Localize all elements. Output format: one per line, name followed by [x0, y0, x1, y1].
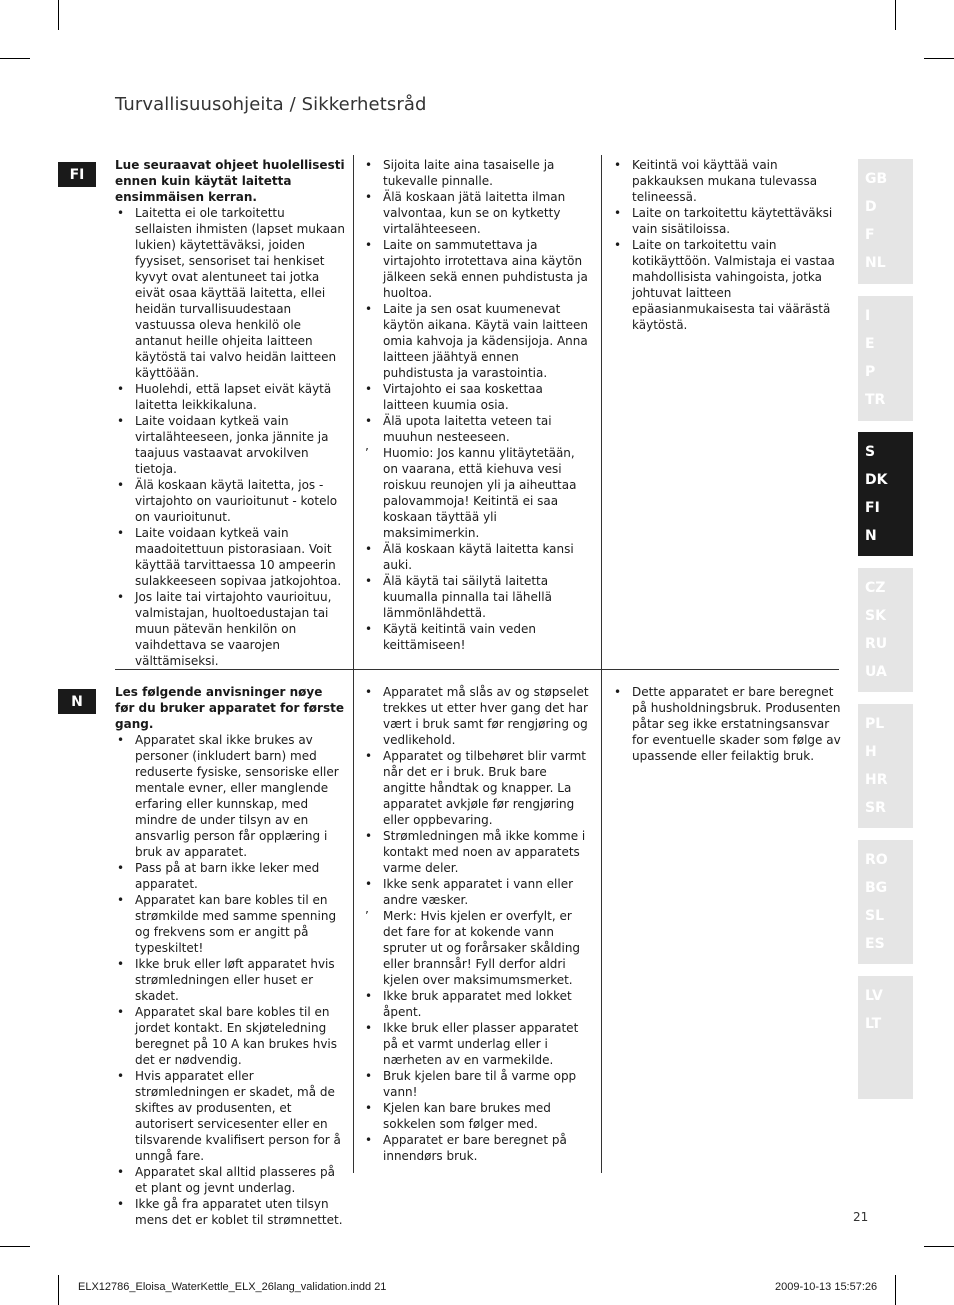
- list-item: [363, 413, 592, 445]
- bullet-icon: •: [117, 414, 125, 428]
- list-item: [363, 876, 592, 908]
- list-item-text: Huomio: Jos kannu ylitäytetään, on vaarana, että kiehuva vesi roiskuu reunojen yli ja aiheuttaa palovammoja! Keitintä ei saa koskaan täyttää yli maksimimerkin.: [383, 446, 577, 540]
- bullet-icon: •: [365, 877, 373, 891]
- list-item: [115, 860, 345, 892]
- list-item: [363, 237, 592, 301]
- language-tab[interactable]: E: [865, 336, 875, 352]
- bullet-icon: •: [614, 158, 622, 172]
- list-item: [363, 157, 592, 189]
- n-list-1: [115, 732, 345, 1228]
- language-tab[interactable]: LV: [865, 988, 883, 1004]
- language-tab[interactable]: F: [865, 227, 875, 243]
- n-column-1: [115, 684, 345, 1228]
- bullet-icon: •: [365, 829, 373, 843]
- n-column-2: [363, 684, 592, 1164]
- list-item: [363, 828, 592, 876]
- fi-column-3: [612, 157, 842, 333]
- list-item-text: Laite voidaan kytkeä vain maadoitettuun pistorasiaan. Voit käyttää tarvittaessa 10 ampeerin sulakkeeseen sopivaa jatkojohtoa.: [135, 526, 342, 588]
- list-item-text: Merk: Hvis kjelen er overfylt, er det fare for at kokende vann spruter ut og forårsaker skålding eller brannsår! Fyll derfor aldri kjelen over maksimumsmerket.: [383, 909, 581, 987]
- language-group: [858, 296, 913, 421]
- section-badge-n: N: [58, 689, 96, 714]
- language-tab[interactable]: LT: [865, 1016, 882, 1032]
- language-tab[interactable]: ES: [865, 936, 885, 952]
- list-item-text: Bruk kjelen bare til å varme opp vann!: [383, 1069, 577, 1099]
- list-item: [115, 589, 345, 669]
- language-tab[interactable]: FI: [865, 500, 880, 516]
- bullet-icon: •: [117, 382, 125, 396]
- bullet-icon: •: [117, 1005, 125, 1019]
- bullet-icon: •: [117, 861, 125, 875]
- list-item-text: Hvis apparatet eller strømledningen er skadet, må de skiftes av produsenten, et autorisert servicesenter eller en tilsvarende kvalifisert person for å unngå fare.: [135, 1069, 341, 1163]
- bullet-icon: •: [365, 190, 373, 204]
- bullet-icon: •: [614, 685, 622, 699]
- list-item-text: Laite on tarkoitettu käytettäväksi vain sisätiloissa.: [632, 206, 833, 236]
- list-item-text: Älä koskaan jätä laitetta ilman valvontaa, kun se on kytketty virtalähteeseen.: [383, 190, 566, 236]
- list-item-text: Laite voidaan kytkeä vain virtalähteeseen, jonka jännite ja taajuus vastaavat arvokilven tietoja.: [135, 414, 329, 476]
- crop-mark: [895, 1275, 896, 1305]
- footer-filename: ELX12786_Eloisa_WaterKettle_ELX_26lang_validation.indd 21: [78, 1281, 387, 1293]
- list-item-text: Älä käytä tai säilytä laitetta kuumalla pinnalla tai lähellä lämmönlähdettä.: [383, 574, 552, 620]
- language-group: [858, 840, 913, 964]
- language-tab[interactable]: D: [865, 199, 877, 215]
- list-item: [115, 956, 345, 1004]
- bullet-icon: •: [365, 574, 373, 588]
- bullet-icon: •: [365, 1021, 373, 1035]
- list-item-text: Virtajohto ei saa koskettaa laitteen kuumia osia.: [383, 382, 543, 412]
- column-divider: [601, 670, 602, 1173]
- list-item: [363, 748, 592, 828]
- bullet-icon: •: [365, 1101, 373, 1115]
- list-item: [363, 445, 592, 541]
- list-item-text: Apparatet skal ikke brukes av personer (inkludert barn) med reduserte fysiske, sensoriske eller mentale evner, eller manglende erfaring eller kunnskap, med mindre de under tilsyn av en ansvarlig person får opplæring i bruk av apparatet.: [135, 733, 339, 859]
- fi-column-2: [363, 157, 592, 653]
- bullet-icon: •: [365, 158, 373, 172]
- crop-mark: [895, 0, 896, 30]
- language-tab[interactable]: GB: [865, 171, 888, 187]
- language-tab[interactable]: SK: [865, 608, 886, 624]
- list-item: [363, 189, 592, 237]
- list-item: [612, 684, 842, 764]
- language-tab[interactable]: CZ: [865, 580, 886, 596]
- crop-mark: [924, 1246, 954, 1247]
- bullet-icon: •: [117, 1165, 125, 1179]
- fi-list-2: [363, 157, 592, 653]
- list-item-text: Apparatet er bare beregnet på innendørs bruk.: [383, 1133, 567, 1163]
- language-tab[interactable]: PL: [865, 716, 885, 732]
- bullet-icon: •: [365, 1069, 373, 1083]
- fi-column-1: [115, 157, 345, 669]
- list-item-text: Älä upota laitetta veteen tai muuhun nesteeseen.: [383, 414, 552, 444]
- language-tab[interactable]: S: [865, 444, 876, 460]
- list-item-text: Jos laite tai virtajohto vaurioituu, valmistajan, huoltoedustajan tai muun pätevän henkilön on vaihdettava se vaarojen välttämiseksi.: [135, 590, 332, 668]
- bullet-icon: •: [117, 1069, 125, 1083]
- list-item-text: Laitetta ei ole tarkoitettu sellaisten ihmisten (lapset mukaan lukien) käytettäväksi, joiden fyysiset, sensoriset tai henkiset kyvyt ovat alentuneet tai jotka eivät osaa käyttää laitetta, ellei heidän turvallisuudestaan vastuussa oleva henkilö ole antanut heille ohjeita laitteen käytöstä tai valvo heidän laitteen käyttöään.: [135, 206, 345, 380]
- language-tab[interactable]: DK: [865, 472, 888, 488]
- list-item: [115, 892, 345, 956]
- list-item: [115, 1196, 345, 1228]
- bullet-icon: •: [365, 622, 373, 636]
- language-tab[interactable]: P: [865, 364, 876, 380]
- language-tab[interactable]: SL: [865, 908, 885, 924]
- list-item: [115, 413, 345, 477]
- n-intro: Les følgende anvisninger nøye før du bruker apparatet for første gang.: [115, 685, 344, 731]
- list-item: [363, 1132, 592, 1164]
- column-divider: [601, 155, 602, 669]
- list-item: [612, 205, 842, 237]
- list-item: [115, 1164, 345, 1196]
- list-item: [363, 988, 592, 1020]
- fi-list-3: [612, 157, 842, 333]
- list-item: [363, 381, 592, 413]
- bullet-icon: •: [117, 1197, 125, 1211]
- list-item-text: Älä koskaan käytä laitetta kansi auki.: [383, 542, 574, 572]
- page-number: 21: [853, 1210, 869, 1224]
- bullet-icon: •: [117, 733, 125, 747]
- bullet-icon: •: [365, 989, 373, 1003]
- language-tab[interactable]: BG: [865, 880, 888, 896]
- crop-mark: [924, 58, 954, 59]
- crop-mark: [58, 1275, 59, 1305]
- list-item-text: Sijoita laite aina tasaiselle ja tukevalle pinnalle.: [383, 158, 555, 188]
- language-tab[interactable]: UA: [865, 664, 887, 680]
- footer-datetime: 2009-10-13 15:57:26: [775, 1281, 878, 1293]
- n-list-2: [363, 684, 592, 1164]
- language-group: [858, 976, 913, 1099]
- language-tab[interactable]: H: [865, 744, 877, 760]
- list-item-text: Kjelen kan bare brukes med sokkelen som følger med.: [383, 1101, 551, 1131]
- language-tab[interactable]: RO: [865, 852, 888, 868]
- note-marker-icon: ’: [365, 446, 369, 460]
- list-item-text: Keitintä voi käyttää vain pakkauksen mukana tulevassa telineessä.: [632, 158, 818, 204]
- language-tab[interactable]: TR: [865, 392, 886, 408]
- column-divider: [353, 670, 354, 1173]
- list-item: [363, 1068, 592, 1100]
- list-item-text: Apparatet må slås av og støpselet trekkes ut etter hver gang det har vært i bruk samt før rengjøring og vedlikehold.: [383, 685, 589, 747]
- page-title: Turvallisuusohjeita / Sikkerhetsråd: [115, 94, 427, 115]
- list-item-text: Strømledningen må ikke komme i kontakt med noen av apparatets varme deler.: [383, 829, 586, 875]
- list-item-text: Ikke bruk apparatet med lokket åpent.: [383, 989, 572, 1019]
- bullet-icon: •: [614, 206, 622, 220]
- bullet-icon: •: [117, 957, 125, 971]
- bullet-icon: •: [117, 893, 125, 907]
- list-item-text: Apparatet skal bare kobles til en jordet kontakt. En skjøteledning beregnet på 10 A kan brukes hvis det er nødvendig.: [135, 1005, 338, 1067]
- list-item-text: Ikke gå fra apparatet uten tilsyn mens det er koblet til strømnettet.: [135, 1197, 343, 1227]
- list-item: [363, 908, 592, 988]
- bullet-icon: •: [117, 206, 125, 220]
- bullet-icon: •: [365, 414, 373, 428]
- list-item: [115, 477, 345, 525]
- list-item: [363, 301, 592, 381]
- list-item: [115, 525, 345, 589]
- bullet-icon: •: [365, 382, 373, 396]
- list-item: [115, 1068, 345, 1164]
- crop-mark: [0, 1246, 30, 1247]
- language-group: [858, 704, 913, 828]
- bullet-icon: •: [365, 542, 373, 556]
- language-tab[interactable]: RU: [865, 636, 888, 652]
- list-item: [115, 381, 345, 413]
- language-group-active: [858, 432, 913, 556]
- list-item-text: Laite on sammutettava ja virtajohto irrotettava aina käytön jälkeen sekä ennen puhdistusta ja huoltoa.: [383, 238, 588, 300]
- bullet-icon: •: [365, 238, 373, 252]
- language-tab[interactable]: NL: [865, 255, 886, 271]
- list-item: [363, 621, 592, 653]
- list-item: [363, 573, 592, 621]
- list-item: [363, 541, 592, 573]
- crop-mark: [58, 0, 59, 30]
- bullet-icon: •: [614, 238, 622, 252]
- column-divider: [353, 155, 354, 669]
- list-item-text: Laite on tarkoitettu vain kotikäyttöön. Valmistaja ei vastaa mahdollisista vahingoista, jotka johtuvat laitteen epäasianmukaisesta tai väärästä käytöstä.: [632, 238, 835, 332]
- fi-intro: Lue seuraavat ohjeet huolellisesti ennen kuin käytät laitetta ensimmäisen kerran.: [115, 158, 345, 204]
- note-marker-icon: ’: [365, 909, 369, 923]
- list-item-text: Apparatet kan bare kobles til en strømkilde med samme spenning og frekvens som er angitt på typeskiltet!: [135, 893, 337, 955]
- fi-list-1: [115, 205, 345, 669]
- bullet-icon: •: [365, 749, 373, 763]
- list-item-text: Ikke senk apparatet i vann eller andre væsker.: [383, 877, 574, 907]
- list-item: [612, 157, 842, 205]
- language-group: [858, 568, 913, 692]
- list-item-text: Käytä keitintä vain veden keittämiseen!: [383, 622, 537, 652]
- n-list-3: [612, 684, 842, 764]
- bullet-icon: •: [117, 526, 125, 540]
- list-item-text: Pass på at barn ikke leker med apparatet.: [135, 861, 320, 891]
- language-group: [858, 159, 913, 284]
- crop-mark: [0, 58, 30, 59]
- bullet-icon: •: [365, 302, 373, 316]
- list-item: [363, 684, 592, 748]
- list-item: [115, 205, 345, 381]
- bullet-icon: •: [117, 590, 125, 604]
- list-item-text: Apparatet og tilbehøret blir varmt når det er i bruk. Bruk bare angitte håndtak og knapper. La apparatet avkjøle før rengjøring eller oppbevaring.: [383, 749, 586, 827]
- bullet-icon: •: [117, 478, 125, 492]
- section-badge-fi: FI: [58, 162, 96, 187]
- list-item: [363, 1100, 592, 1132]
- list-item-text: Ikke bruk eller plasser apparatet på et varmt underlag eller i nærheten av en varmekilde.: [383, 1021, 579, 1067]
- list-item: [363, 1020, 592, 1068]
- list-item-text: Älä koskaan käytä laitetta, jos -virtajohto on vaurioitunut - kotelo on vaurioitunut.: [135, 478, 338, 524]
- list-item: [115, 732, 345, 860]
- list-item-text: Dette apparatet er bare beregnet på husholdningsbruk. Produsenten påtar seg ikke erstatningsansvar for eventuelle skader som følge av upassende eller feilaktig bruk.: [632, 685, 841, 763]
- list-item-text: Apparatet skal alltid plasseres på et plant og jevnt underlag.: [135, 1165, 335, 1195]
- list-item-text: Laite ja sen osat kuumenevat käytön aikana. Käytä vain laitteen omia kahvoja ja kädensijoja. Anna laitteen jäähtyä ennen puhdistusta ja varastointia.: [383, 302, 589, 380]
- language-tab[interactable]: SR: [865, 800, 886, 816]
- list-item: [115, 1004, 345, 1068]
- language-tab[interactable]: I: [865, 308, 871, 324]
- n-column-3: [612, 684, 842, 764]
- bullet-icon: •: [365, 685, 373, 699]
- language-tab[interactable]: N: [865, 528, 877, 544]
- section-divider: [115, 669, 839, 670]
- bullet-icon: •: [365, 1133, 373, 1147]
- list-item-text: Huolehdi, että lapset eivät käytä laitetta leikkikaluna.: [135, 382, 332, 412]
- list-item-text: Ikke bruk eller løft apparatet hvis strømledningen eller huset er skadet.: [135, 957, 335, 1003]
- language-tab[interactable]: HR: [865, 772, 888, 788]
- list-item: [612, 237, 842, 333]
